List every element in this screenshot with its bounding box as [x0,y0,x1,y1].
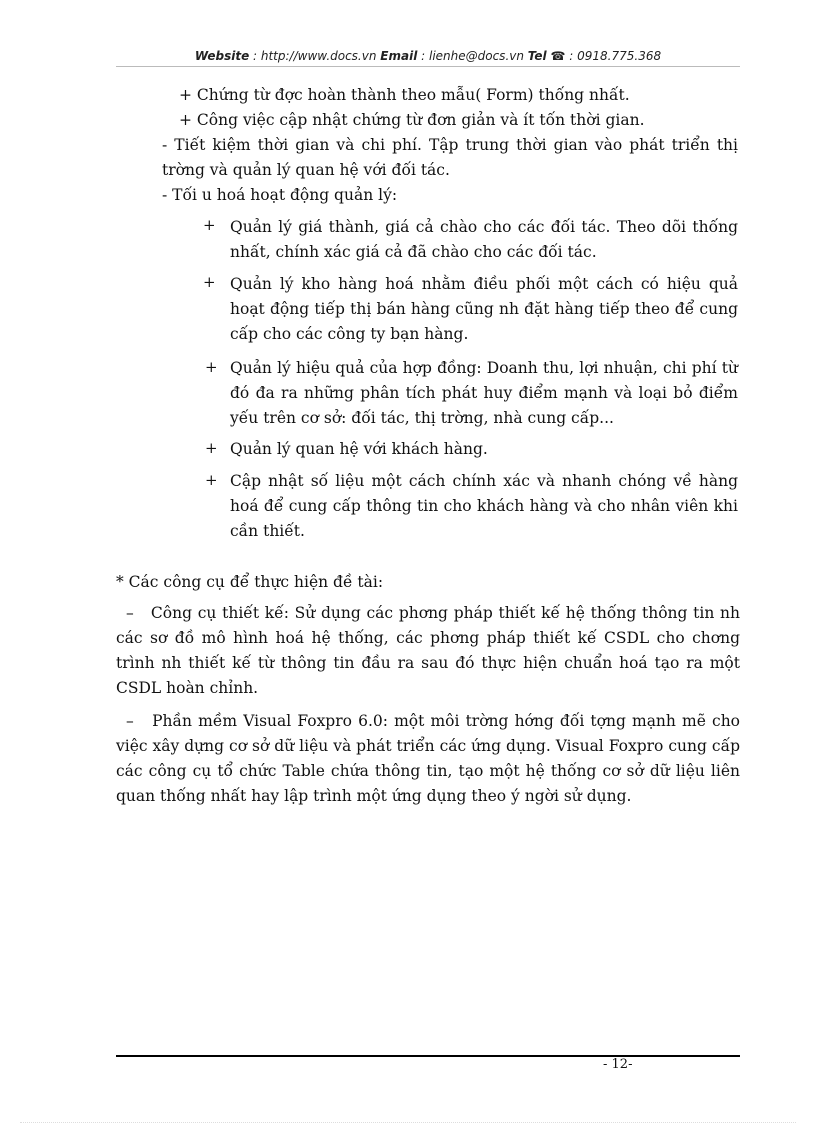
email-value: : lienhe@docs.vn [417,49,528,63]
website-value: : http://www.docs.vn [249,49,381,63]
bullet-marker: + [205,439,218,457]
tel-value: : 0918.775.368 [565,49,662,63]
tel-label: Tel [527,49,547,63]
bullet-marker: + [203,216,216,234]
header-divider [116,66,740,67]
tools-heading: * Các công cụ để thực hiện đề tài: [116,573,384,591]
bullet-marker: + [205,471,218,489]
tool-design-text: Công cụ thiết kế: Sử dụng các phơng pháp thiết kế hệ thống thông tin nh các sơ đồ mô hình hoá hệ thống, các phơng pháp thiết kế CSDL cho chơng trình nh thiết kế từ thông tin đầu ra sau đó thực hiện chuẩn hoá tạo ra một CSDL hoàn chỉnh. [116,604,741,697]
list-item: Quản lý quan hệ với khách hàng. [230,440,488,458]
para-tiet-kiem: - Tiết kiệm thời gian và chi phí. Tập trung thời gian vào phát triển thị trờng và quản lý quan hệ với đối tác. [162,136,738,179]
dash-marker: – [126,604,134,622]
tool-foxpro-para [116,709,740,809]
email-label: Email [380,49,418,63]
tool-foxpro-text: Phần mềm Visual Foxpro 6.0: một môi trờng hớng đối tợng mạnh mẽ cho việc xây dựng cơ sở dữ liệu và phát triển các ứng dụng. Visual Foxpro cung cấp các công cụ tổ chức Table chứa thông tin, tạo một hệ thống cơ sở dữ liệu liên quan thống nhất hay lập trình một ứng dụng theo ý ngời sử dụng. [116,712,741,805]
list-item: Quản lý giá thành, giá cả chào cho các đối tác. Theo dõi thống nhất, chính xác giá cả đã chào cho các đối tác. [230,218,738,261]
list-item: Quản lý hiệu quả của hợp đồng: Doanh thu, lợi nhuận, chi phí từ đó đa ra những phân tích phát huy điểm mạnh và loại bỏ điểm yếu trên cơ sở: đối tác, thị trờng, nhà cung cấp... [230,359,738,427]
website-label: Website [194,49,250,63]
list-item: Quản lý kho hàng hoá nhằm điều phối một cách có hiệu quả hoạt động tiếp thị bán hàng cũng nh đặt hàng tiếp theo để cung cấp cho các công ty bạn hàng. [230,275,738,343]
line-cong-viec: + Công việc cập nhật chứng từ đơn giản và ít tốn thời gian. [179,111,645,129]
phone-icon: ☎ [550,49,566,63]
para-toi-uu: - Tối u hoá hoạt động quản lý: [162,186,398,204]
dash-marker: – [126,712,134,730]
bullet-marker: + [205,358,218,376]
line-chung-tu: + Chứng từ đợc hoàn thành theo mẫu( Form) thống nhất. [179,86,630,104]
tool-design-para [116,601,740,701]
page-number: - 12- [603,1057,633,1072]
bullet-marker: + [203,273,216,291]
footer-divider [116,1055,740,1057]
list-item: Cập nhật số liệu một cách chính xác và nhanh chóng về hàng hoá để cung cấp thông tin cho khách hàng và cho nhân viên khi cần thiết. [230,472,738,540]
page-header [116,49,740,63]
